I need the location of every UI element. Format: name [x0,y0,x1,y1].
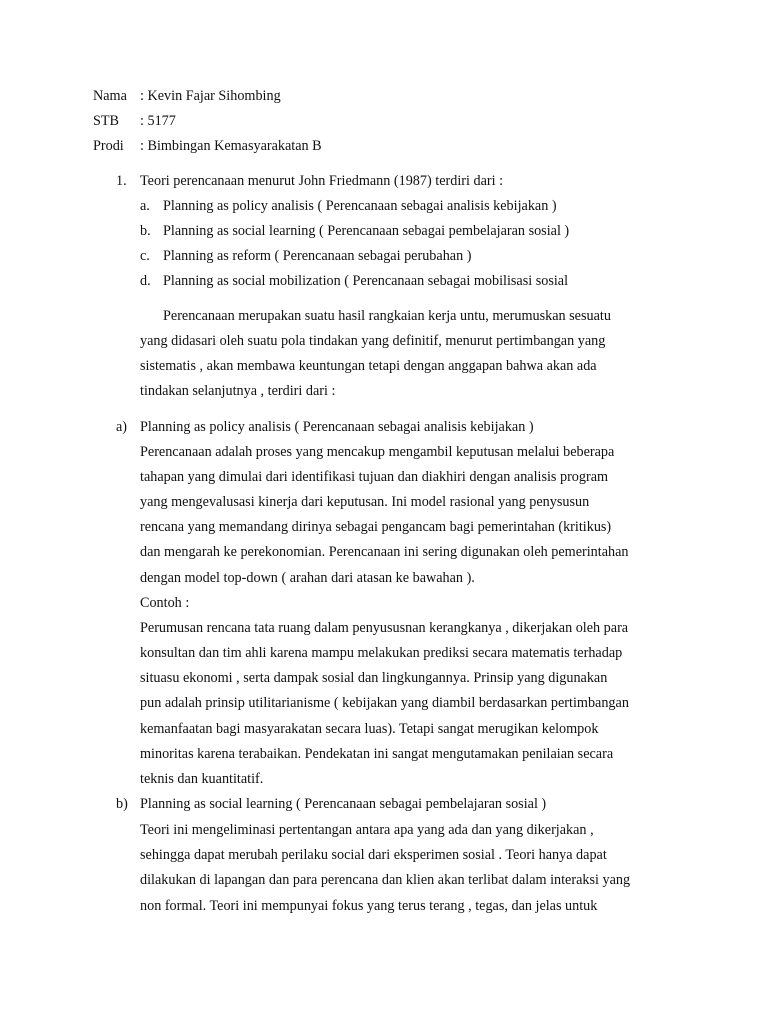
paragraph-line: Contoh : [140,595,190,611]
question-number: 1. [116,173,127,189]
section-marker: a) [116,419,128,435]
paragraph-line: konsultan dan tim ahli karena mampu melakukan prediksi secara matematis terhadap [140,645,623,661]
paragraph-line: Perencanaan adalah proses yang mencakup mengambil keputusan melalui beberapa [140,444,615,460]
list-item: Planning as social mobilization ( Perencanaan sebagai mobilisasi sosial [163,273,569,289]
list-item: Planning as social learning ( Perencanaan sebagai pembelajaran sosial ) [163,223,570,239]
paragraph-line: sistematis , akan membawa keuntungan tetapi dengan anggapan bahwa akan ada [140,358,597,374]
list-item: Planning as policy analisis ( Perencanaan sebagai analisis kebijakan ) [163,198,557,214]
paragraph-line: minoritas karena terabaikan. Pendekatan ini sangat mengutamakan penilaian secara [140,746,614,762]
section-title: Planning as policy analisis ( Perencanaan sebagai analisis kebijakan ) [140,419,534,435]
list-marker: c. [140,248,150,264]
paragraph-line: non formal. Teori ini mempunyai fokus yang terus terang , tegas, dan jelas untuk [140,898,598,914]
paragraph-line: sehingga dapat merubah perilaku social dari eksperimen sosial . Teori hanya dapat [140,847,607,863]
paragraph-line: situasu ekonomi , serta dampak sosial dan lingkungannya. Prinsip yang digunakan [140,670,608,686]
paragraph-line: rencana yang memandang dirinya sebagai pengancam bagi pemerintahan (kritikus) [140,519,612,535]
list-item: Planning as reform ( Perencanaan sebagai perubahan ) [163,248,472,264]
question-text: Teori perencanaan menurut John Friedmann (1987) terdiri dari : [140,173,504,189]
paragraph-line: teknis dan kuantitatif. [140,771,264,787]
paragraph-line: tahapan yang dimulai dari identifikasi tujuan dan diakhiri dengan analisis program [140,469,609,485]
prodi-label: Prodi [93,138,124,154]
list-marker: b. [140,223,151,239]
paragraph-line: yang mengevalusasi kinerja dari keputusan. Ini model rasional yang penysusun [140,494,590,510]
paragraph-line: dilakukan di lapangan dan para perencana dan klien akan terlibat dalam interaksi yang [140,872,631,888]
paragraph-line: yang didasari oleh suatu pola tindakan yang definitif, menurut pertimbangan yang [140,333,606,349]
paragraph-line: dengan model top-down ( arahan dari atasan ke bawahan ). [140,570,475,586]
list-marker: d. [140,273,151,289]
paragraph-line: Perumusan rencana tata ruang dalam penyususnan kerangkanya , dikerjakan oleh para [140,620,629,636]
paragraph-line: pun adalah prinsip utilitarianisme ( kebijakan yang diambil berdasarkan pertimbangan [140,695,629,711]
paragraph-line: Perencanaan merupakan suatu hasil rangkaian kerja untu, merumuskan sesuatu [163,308,611,324]
list-marker: a. [140,198,150,214]
paragraph-line: Teori ini mengeliminasi pertentangan antara apa yang ada dan yang dikerjakan , [140,822,594,838]
name-label: Nama [93,88,127,104]
paragraph-line: kemanfaatan bagi masyarakatan secara luas). Tetapi sangat merugikan kelompok [140,721,599,737]
prodi-value: : Bimbingan Kemasyarakatan B [140,138,322,154]
paragraph-line: dan mengarah ke perekonomian. Perencanaan ini sering digunakan oleh pemerintahan [140,544,629,560]
section-title: Planning as social learning ( Perencanaan sebagai pembelajaran sosial ) [140,796,547,812]
stb-label: STB [93,113,120,129]
paragraph-line: tindakan selanjutnya , terdiri dari : [140,383,336,399]
section-marker: b) [116,796,128,812]
name-value: : Kevin Fajar Sihombing [140,88,281,104]
stb-value: : 5177 [140,113,176,129]
